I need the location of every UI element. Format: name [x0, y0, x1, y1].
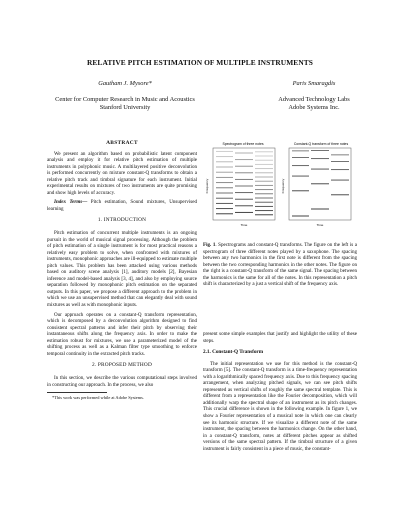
harmonic-stripe	[255, 181, 273, 182]
harmonic-stripe	[255, 185, 273, 186]
figure-1-graphic	[203, 138, 357, 238]
harmonic-stripe	[292, 216, 309, 217]
harmonic-stripe	[255, 210, 273, 211]
paragraph: Our approach operates on a constant-Q transform representation, which is decomposed by a deconvolution algorithm designed to find consistent spectral patterns and infer their pitch by observing their instantaneous shifts along the frequency axis. In order to make the estimation robust for mixtures, we use a parameterized model of the shifting process as well as a Kalman filter type smoothing to enforce temporal continuity in the extracted pitch tracks.	[47, 311, 197, 357]
harmonic-stripe	[216, 213, 233, 214]
harmonic-stripe	[216, 172, 233, 173]
index-terms	[47, 199, 197, 212]
harmonic-stripe	[311, 150, 329, 151]
harmonic-stripe	[216, 187, 233, 188]
harmonic-stripe	[331, 169, 349, 170]
harmonic-stripe	[292, 157, 309, 158]
right-panel-ylabel: Frequency	[281, 178, 285, 194]
paragraph: Pitch estimation of concurrent multiple instruments is an ongoing pursuit in the world of musical signal processing. Although the problem of pitch estimation of a single instrument is for most practical reasons a relatively easy problem to solve, when confronted with mixtures of instruments, monophonic approaches are ill-equipped to estimate multiple pitch values. This problem has been attacked using various methods based on auditory scene analysis [1], auditory models [2], Bayesian inference and model-based analysis [3, 4], and also by employing source separation followed by monophonic pitch estimation on the separated outputs. In this paper, we propose a different approach to the problem in which we use an unsupervised method that can elegantly deal with sound mixtures as well as with monophonic inputs.	[47, 230, 197, 309]
harmonic-stripe	[216, 167, 233, 168]
harmonic-stripe	[311, 169, 329, 170]
harmonic-stripe	[255, 198, 273, 199]
harmonic-stripe	[255, 189, 273, 190]
harmonic-stripe	[255, 202, 273, 203]
harmonic-stripe	[331, 154, 349, 155]
harmonic-stripe	[331, 180, 349, 181]
harmonic-stripe	[311, 183, 329, 184]
section-heading-introduction: 1. INTRODUCTION	[97, 217, 147, 224]
harmonic-stripe	[235, 159, 253, 160]
paragraph: The initial representation we use for this method is the constant-Q transform [5]. The constant-Q transform is a time-frequency representation with a logarithmically spaced frequency axis. Due to this frequency spacing arrangement, when analyzing pitched signals, we can see pitch shifts represented as vertical shifts of roughly the same spectral template. This is different from a representation like the Fourier decomposition, which will additionally warp the spectral shape of an instrument as its pitch changes. This crucial difference is shown in the following example. In figure 1, we show a Fourier representation of a musical note in which one can clearly see its harmonic structure. If we visualize a different note of the same instrument, the spacing between the harmonics change. On the other hand, in a constant-Q transform, notes at different pitches appear as shifted versions of the same spectral pattern. If the timbral structure of a given instrument is fairly consistent in a piece of music, the constant-	[203, 360, 357, 452]
harmonic-stripe	[216, 208, 233, 209]
harmonic-stripe	[255, 168, 273, 169]
harmonic-stripe	[216, 182, 233, 183]
right-column	[203, 331, 357, 455]
left-panel-harmonics	[216, 151, 273, 215]
harmonic-stripe	[255, 177, 273, 178]
index-terms-label: Index Terms—	[54, 199, 88, 206]
harmonic-stripe	[292, 176, 309, 177]
harmonic-stripe	[292, 165, 309, 166]
harmonic-stripe	[216, 156, 233, 157]
harmonic-stripe	[255, 160, 273, 161]
harmonic-stripe	[311, 209, 329, 210]
harmonic-stripe	[235, 212, 253, 213]
harmonic-stripe	[216, 198, 233, 199]
harmonic-stripe	[235, 192, 253, 193]
footnote: *This work was performed while at Adobe Systems.	[52, 395, 144, 401]
author-affiliation: Center for Computer Research in Music and Acoustics	[55, 95, 195, 103]
section-heading-method: 2. PROPOSED METHOD	[92, 362, 152, 369]
harmonic-stripe	[255, 164, 273, 165]
abstract-text: We present an algorithm based on probabilistic latent component analysis and employ it for relative pitch estimation of multiple instruments in polyphonic music. A multilayered positive deconvolution is performed concurrently on mixture constant-Q transforms to obtain a relative pitch track and timbral signature for each instrument. Initial experimental results on mixtures of two instruments are quite promising and show high levels of accuracy.	[47, 150, 197, 196]
left-panel-frame	[213, 148, 275, 220]
figure-1	[203, 138, 357, 238]
author-affiliation: Stanford University	[99, 104, 151, 112]
harmonic-stripe	[235, 166, 253, 167]
harmonic-stripe	[235, 172, 253, 173]
left-panel-ylabel: Frequency	[205, 178, 209, 194]
harmonic-stripe	[255, 206, 273, 207]
author-name: Gautham J. Mysore*	[98, 80, 152, 87]
harmonic-stripe	[292, 150, 309, 151]
left-column	[47, 140, 197, 400]
harmonic-stripe	[331, 194, 349, 195]
harmonic-stripe	[216, 203, 233, 204]
harmonic-stripe	[235, 179, 253, 180]
harmonic-stripe	[255, 193, 273, 194]
right-panel-title: Constant-Q transform of three notes	[293, 142, 349, 146]
left-panel-title: Spectrogram of three notes	[222, 142, 264, 146]
harmonic-stripe	[331, 161, 349, 162]
harmonic-stripe	[235, 205, 253, 206]
harmonic-stripe	[255, 214, 273, 215]
harmonic-stripe	[255, 151, 273, 152]
harmonic-stripe	[216, 161, 233, 162]
harmonic-stripe	[216, 193, 233, 194]
author-block-2	[244, 80, 384, 113]
harmonic-stripe	[255, 172, 273, 173]
right-panel-xlabel: Time	[316, 223, 324, 227]
author-name: Paris Smaragdis	[292, 80, 336, 87]
author-affiliation: Adobe Systems Inc.	[288, 104, 340, 112]
caption-label: Fig. 1	[203, 242, 216, 248]
paragraph: In this section, we describe the various computational steps involved in constructing our approach. In the process, we also	[47, 374, 197, 388]
caption-text: . Spectrograms and constant-Q transforms. The figure on the left is a spectrogram of three different notes played by a saxophone. The spacing between any two harmonics in the first note is different from the spacing between the two corresponding harmonics in the other notes. The figure on the right is a constant-Q transform of the same signal. The spacing between the harmonics is the same for all of the notes. In this representation a pitch shift is characterized by a just a vertical shift of the frequency axis.	[203, 242, 357, 288]
paper-title: RELATIVE PITCH ESTIMATION OF MULTIPLE INSTRUMENTS	[86, 58, 314, 67]
index-terms-text: Pitch estimation, Sound mixtures, Unsupervised learning	[47, 199, 197, 212]
paragraph: present some simple examples that justify and highlight the utility of these steps.	[203, 331, 357, 344]
footnote-rule	[47, 392, 107, 393]
author-affiliation: Advanced Technology Labs	[278, 95, 350, 103]
harmonic-stripe	[216, 151, 233, 152]
harmonic-stripe	[235, 199, 253, 200]
author-block-1	[30, 80, 220, 113]
harmonic-stripe	[255, 156, 273, 157]
harmonic-stripe	[292, 190, 309, 191]
abstract-heading: ABSTRACT	[106, 140, 138, 146]
figure-caption	[203, 242, 357, 288]
harmonic-stripe	[235, 186, 253, 187]
subsection-heading-constant-q: 2.1. Constant-Q Transform	[203, 349, 264, 356]
harmonic-stripe	[311, 158, 329, 159]
right-panel-harmonics	[292, 150, 349, 216]
harmonic-stripe	[235, 153, 253, 154]
harmonic-stripe	[216, 177, 233, 178]
left-panel-xlabel: Time	[240, 223, 248, 227]
